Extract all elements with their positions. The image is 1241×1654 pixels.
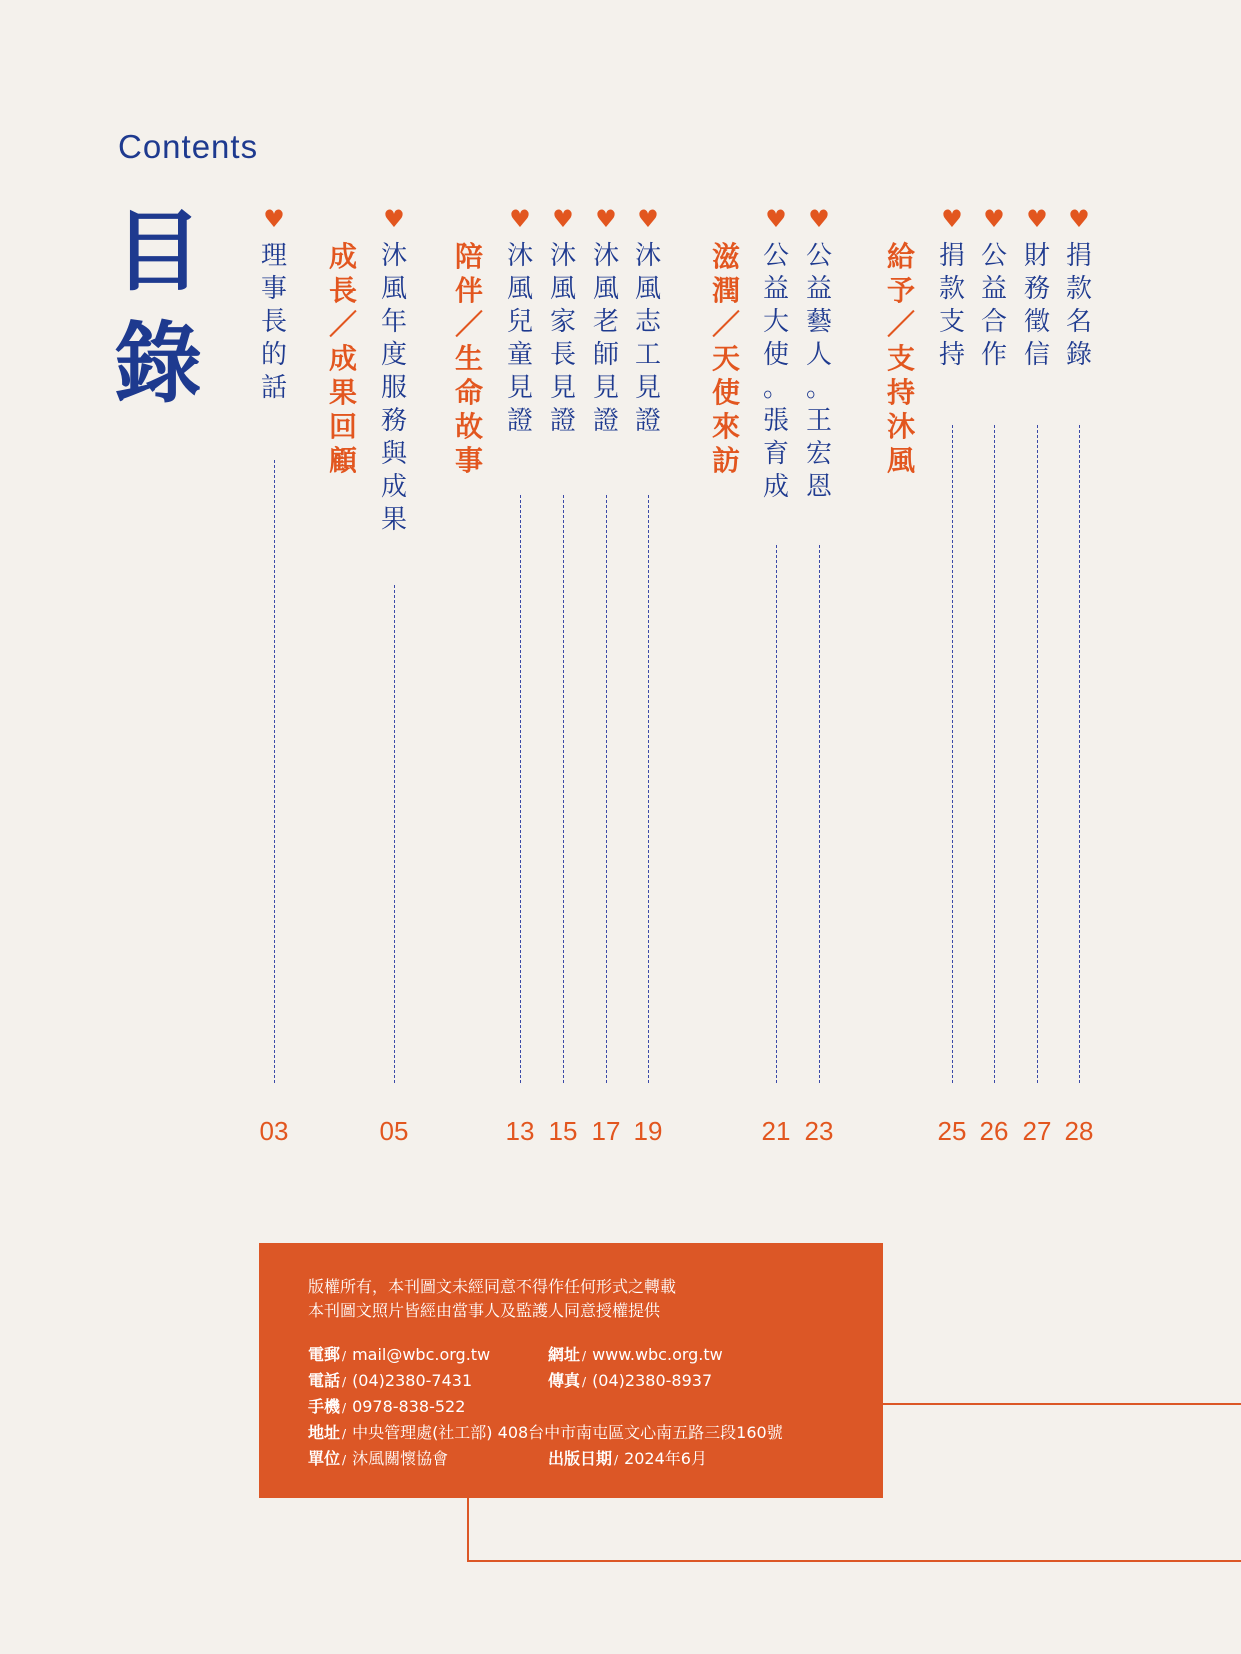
toc-entry[interactable] [254,206,294,405]
spacer [449,206,489,240]
publication-info-box [259,1243,883,1498]
toc-entry[interactable] [974,206,1014,372]
toc-entry[interactable] [1017,206,1057,372]
fax-value: (04)2380-8937 [592,1371,713,1390]
unit-value: 沐風關懷協會 [352,1449,449,1468]
dotted-leader [776,545,777,1083]
mobile-value: 0978-838-522 [352,1397,466,1416]
dotted-leader [1037,425,1038,1083]
dotted-leader [274,460,275,1083]
email-value[interactable]: mail@wbc.org.tw [352,1345,491,1364]
copyright-notice [308,1275,676,1323]
page-number[interactable]: 15 [548,1116,578,1146]
copyright-line: 本刊圖文照片皆經由當事人及監護人同意授權提供 [308,1301,661,1320]
web-label: 網址 [548,1345,581,1364]
heart-icon: ♥ [509,205,531,233]
dotted-leader [819,545,820,1083]
toc-section-heading [881,206,921,478]
toc-entry[interactable] [799,206,839,504]
page-number[interactable]: 28 [1064,1116,1094,1146]
mobile-label: 手機 [308,1397,341,1416]
web-value[interactable]: www.wbc.org.tw [592,1345,723,1364]
address-value: 中央管理處(社工部) 408台中市南屯區文心南五路三段160號 [352,1423,783,1442]
decorative-line [467,1560,1241,1562]
toc-title: 沐 風 兒 童 見 證 [506,241,533,436]
dotted-leader [394,585,395,1083]
toc-title: 沐 風 老 師 見 證 [592,241,619,436]
dotted-leader [1079,425,1080,1083]
page-number[interactable]: 25 [937,1116,967,1146]
toc-entry[interactable] [500,206,540,438]
heart-icon: ♥ [983,205,1005,233]
heart-icon: ♥ [808,205,830,233]
toc-title: 財 務 徵 信 [1023,241,1050,370]
date-block [548,1446,707,1469]
dotted-leader [994,425,995,1083]
fax-label: 傳真 [548,1371,581,1390]
toc-title: 給 予 ／ 支 持 沐 風 [886,240,915,477]
spacer [706,206,746,240]
separator: / [342,1427,347,1441]
copyright-line: 版權所有，本刊圖文未經同意不得作任何形式之轉載 [308,1277,677,1296]
page-number[interactable]: 05 [379,1116,409,1146]
contact-row [308,1368,713,1391]
toc-entry[interactable] [543,206,583,438]
contents-heading: Contents [118,128,259,165]
separator: / [614,1453,619,1467]
spacer [881,206,921,240]
decorative-line [467,1498,469,1560]
toc-section-heading [449,206,489,478]
contact-row [308,1420,783,1443]
dotted-leader [520,495,521,1083]
fax-block [548,1368,712,1391]
tel-value: (04)2380-7431 [352,1371,473,1390]
contact-row [308,1342,723,1365]
toc-title: 沐 風 年 度 服 務 與 成 果 [380,241,407,535]
heart-icon: ♥ [1026,205,1048,233]
unit-label: 單位 [308,1449,341,1468]
separator: / [342,1349,347,1363]
heart-icon: ♥ [595,205,617,233]
title-char: 錄 [113,312,202,415]
heart-icon: ♥ [552,205,574,233]
spacer [323,206,363,240]
page-number[interactable]: 03 [259,1116,289,1146]
toc-entry[interactable] [1059,206,1099,372]
page-number[interactable]: 13 [505,1116,535,1146]
dotted-leader [952,425,953,1083]
date-label: 出版日期 [548,1449,613,1468]
page-number[interactable]: 26 [979,1116,1009,1146]
toc-title: 公 益 藝 人 。 王 宏 恩 [805,241,832,502]
heart-icon: ♥ [1068,205,1090,233]
toc-title: 捐 款 支 持 [938,241,965,370]
toc-title: 成 長 ／ 成 果 回 顧 [328,240,357,477]
heart-icon: ♥ [263,205,285,233]
page-number[interactable]: 23 [804,1116,834,1146]
separator: / [342,1453,347,1467]
date-value: 2024年6月 [624,1449,707,1468]
page-number[interactable]: 27 [1022,1116,1052,1146]
toc-title: 捐 款 名 錄 [1065,241,1092,370]
decorative-line [883,1403,1241,1405]
page-number[interactable]: 21 [761,1116,791,1146]
toc-title: 公 益 大 使 。 張 育 成 [762,241,789,502]
toc-title: 滋 潤 ／ 天 使 來 訪 [711,240,740,477]
toc-title: 沐 風 志 工 見 證 [634,241,661,436]
separator: / [342,1375,347,1389]
separator: / [342,1401,347,1415]
contact-row [308,1446,707,1469]
tel-label: 電話 [308,1371,341,1390]
page-number[interactable]: 17 [591,1116,621,1146]
separator: / [582,1349,587,1363]
toc-entry[interactable] [628,206,668,438]
heart-icon: ♥ [383,205,405,233]
separator: / [582,1375,587,1389]
web-block [548,1342,723,1365]
title-char: 目 [113,200,202,303]
toc-entry[interactable] [586,206,626,438]
dotted-leader [606,495,607,1083]
toc-entry[interactable] [756,206,796,504]
heart-icon: ♥ [637,205,659,233]
email-label: 電郵 [308,1345,341,1364]
page-title [108,196,208,420]
page-number[interactable]: 19 [633,1116,663,1146]
toc-entry[interactable] [932,206,972,372]
toc-title: 公 益 合 作 [980,241,1007,370]
address-label: 地址 [308,1423,341,1442]
heart-icon: ♥ [941,205,963,233]
contact-row [308,1394,465,1417]
toc-section-heading [706,206,746,478]
toc-section-heading [323,206,363,478]
toc-entry[interactable] [374,206,414,537]
dotted-leader [563,495,564,1083]
toc-title: 陪 伴 ／ 生 命 故 事 [454,240,483,477]
dotted-leader [648,495,649,1083]
heart-icon: ♥ [765,205,787,233]
toc-title: 理 事 長 的 話 [260,241,287,403]
toc-title: 沐 風 家 長 見 證 [549,241,576,436]
